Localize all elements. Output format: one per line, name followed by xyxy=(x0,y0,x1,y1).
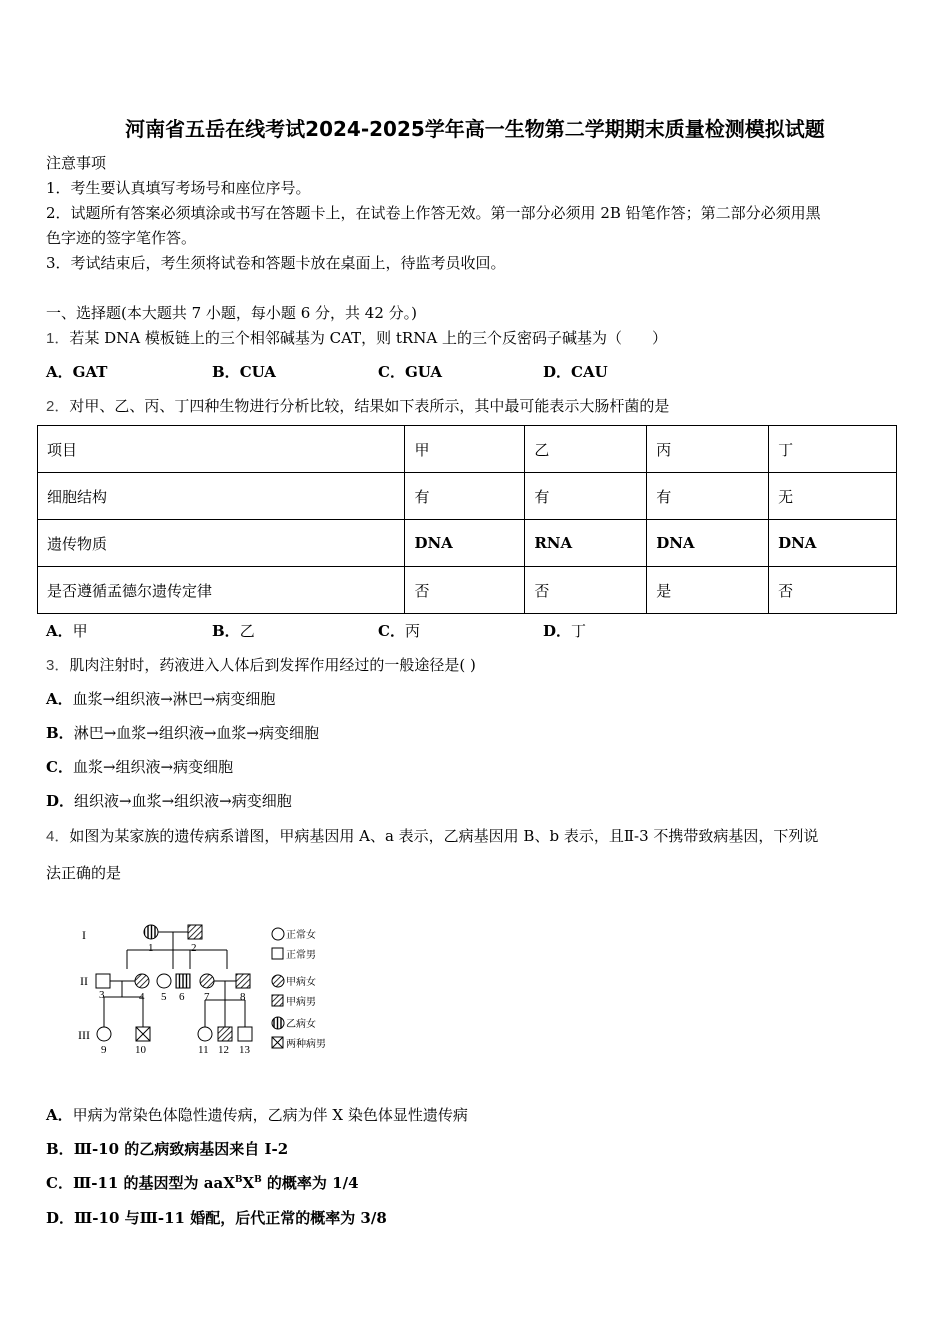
legend-normal-male-symbol xyxy=(272,948,283,959)
table-row xyxy=(38,567,897,614)
table-cell: DNA xyxy=(769,520,897,567)
option-label: A． xyxy=(46,1106,73,1124)
option-label: D． xyxy=(543,363,572,381)
q2-option-b[interactable] xyxy=(212,620,255,641)
question-number: 4． xyxy=(46,828,70,845)
individual-iii-13 xyxy=(238,1027,252,1041)
notice-item-3: 3．考试结束后，考生须将试卷和答题卡放在桌面上，待监考员收回。 xyxy=(46,254,506,272)
option-text: 丁 xyxy=(571,622,587,640)
q4-option-a[interactable] xyxy=(46,1104,468,1125)
notice-item-2-line-2: 色字迹的签字笔作答。 xyxy=(46,229,197,247)
q4-option-c[interactable] xyxy=(46,1172,359,1193)
notice-heading: 注意事项 xyxy=(46,154,107,172)
option-text: GUA xyxy=(404,363,443,381)
question-2 xyxy=(46,395,669,416)
q2-option-a[interactable] xyxy=(46,620,88,641)
individual-number: 7 xyxy=(204,991,210,1003)
option-text: 甲病为常染色体隐性遗传病，乙病为伴 X 染色体显性遗传病 xyxy=(72,1106,468,1124)
legend-disease-a-male-symbol xyxy=(272,995,283,1006)
option-text: Ⅲ-10 与Ⅲ-11 婚配，后代正常的概率为 3/8 xyxy=(74,1209,387,1227)
table-header-row xyxy=(38,426,897,473)
comparison-table xyxy=(37,425,897,614)
option-text: CUA xyxy=(239,363,276,381)
individual-ii-4 xyxy=(135,974,149,988)
option-label: C． xyxy=(46,758,73,776)
question-number: 1． xyxy=(46,330,70,347)
option-text: 丙 xyxy=(404,622,420,640)
question-text: 肌肉注射时，药液进入人体后到发挥作用经过的一般途径是( ) xyxy=(69,656,476,674)
table-cell: 丙 xyxy=(647,426,769,473)
question-text: 若某 DNA 模板链上的三个相邻碱基为 CAT，则 tRNA 上的三个反密码子碱基为（ ） xyxy=(69,329,667,347)
table-cell: 否 xyxy=(525,567,647,614)
notice-item-1: 1．考生要认真填写考场号和座位序号。 xyxy=(46,179,311,197)
q2-option-c[interactable] xyxy=(378,620,420,641)
superscript: B xyxy=(234,1175,243,1185)
option-label: D． xyxy=(46,792,75,810)
q1-option-c[interactable] xyxy=(378,361,442,382)
option-label: C． xyxy=(46,1174,73,1192)
individual-number: 9 xyxy=(101,1044,107,1056)
table-cell: 无 xyxy=(769,473,897,520)
generation-label-ii: II xyxy=(80,974,88,988)
legend-normal-female-symbol xyxy=(272,928,284,940)
option-label: C． xyxy=(378,622,405,640)
individual-ii-3 xyxy=(96,974,110,988)
option-label: B． xyxy=(212,363,240,381)
option-text: 组织液→血浆→组织液→病变细胞 xyxy=(74,792,292,810)
question-number: 2． xyxy=(46,398,70,415)
q3-option-c[interactable] xyxy=(46,756,233,777)
table-row xyxy=(38,473,897,520)
option-text xyxy=(73,1174,359,1192)
individual-iii-11 xyxy=(198,1027,212,1041)
question-3 xyxy=(46,654,476,675)
legend-label: 两种病男 xyxy=(286,1039,326,1050)
q4-option-d[interactable] xyxy=(46,1207,387,1228)
question-text: 如图为某家族的遗传病系谱图，甲病基因用 A、a 表示，乙病基因用 B、b 表示，且Ⅱ-3 不携带致病基因，下列说 xyxy=(69,827,819,845)
table-cell: 有 xyxy=(405,473,525,520)
legend-label: 甲病女 xyxy=(286,977,316,988)
individual-number: 4 xyxy=(139,991,145,1003)
table-cell: 项目 xyxy=(38,426,405,473)
option-text: 血浆→组织液→病变细胞 xyxy=(72,758,234,776)
table-cell: 有 xyxy=(647,473,769,520)
option-label: B． xyxy=(46,724,74,742)
table-cell: 否 xyxy=(405,567,525,614)
individual-number: 5 xyxy=(161,991,167,1003)
q1-option-a[interactable] xyxy=(46,361,107,382)
option-label: A． xyxy=(46,363,73,381)
individual-ii-5 xyxy=(157,974,171,988)
individual-number: 1 xyxy=(148,942,154,954)
option-label: B． xyxy=(212,622,240,640)
legend-both-diseases-male-symbol xyxy=(272,1037,283,1048)
pedigree-chart xyxy=(70,915,360,1065)
option-text: 乙 xyxy=(239,622,255,640)
table-cell: 遗传物质 xyxy=(38,520,405,567)
q3-option-d[interactable] xyxy=(46,790,292,811)
individual-ii-8 xyxy=(236,974,250,988)
option-text-pre: Ⅲ-11 的基因型为 aaX xyxy=(72,1174,235,1192)
option-label: C． xyxy=(378,363,405,381)
table-cell: 否 xyxy=(769,567,897,614)
table-row xyxy=(38,520,897,567)
generation-label-i: I xyxy=(82,928,86,942)
legend-label: 正常男 xyxy=(286,950,316,961)
q3-option-a[interactable] xyxy=(46,688,275,709)
individual-iii-10 xyxy=(136,1027,150,1041)
table-cell: DNA xyxy=(405,520,525,567)
option-text-post: 的概率为 1/4 xyxy=(261,1174,359,1192)
option-text-mid: X xyxy=(242,1174,255,1192)
individual-i-2 xyxy=(188,925,202,939)
option-text: Ⅲ-10 的乙病致病基因来自 I-2 xyxy=(73,1140,289,1158)
legend-label: 正常女 xyxy=(286,930,316,941)
individual-number: 12 xyxy=(218,1044,229,1056)
generation-label-iii: III xyxy=(78,1028,90,1042)
individual-number: 11 xyxy=(198,1044,209,1056)
q2-option-d[interactable] xyxy=(543,620,586,641)
q4-option-b[interactable] xyxy=(46,1138,288,1159)
individual-number: 13 xyxy=(239,1044,250,1056)
table-cell: 细胞结构 xyxy=(38,473,405,520)
q1-option-b[interactable] xyxy=(212,361,276,382)
q1-option-d[interactable] xyxy=(543,361,608,382)
q3-option-b[interactable] xyxy=(46,722,319,743)
individual-iii-12 xyxy=(218,1027,232,1041)
individual-i-1 xyxy=(144,925,158,939)
legend-disease-b-female-symbol xyxy=(272,1017,284,1029)
question-1 xyxy=(46,327,667,348)
option-text: GAT xyxy=(72,363,108,381)
section-heading: 一、选择题(本大题共 7 小题，每小题 6 分，共 42 分。) xyxy=(46,304,417,322)
option-label: A． xyxy=(46,690,73,708)
legend-label: 乙病女 xyxy=(286,1019,316,1030)
option-text: 淋巴→血浆→组织液→血浆→病变细胞 xyxy=(73,724,319,742)
question-4 xyxy=(46,825,818,846)
notice-item-2-line-1: 2．试题所有答案必须填涂或书写在答题卡上，在试卷上作答无效。第一部分必须用 2B 铅笔作答；第二部分必须用黑 xyxy=(46,204,821,222)
option-text: 甲 xyxy=(72,622,88,640)
option-text: 血浆→组织液→淋巴→病变细胞 xyxy=(72,690,276,708)
individual-number: 6 xyxy=(179,991,185,1003)
superscript: B xyxy=(254,1175,262,1185)
table-cell: RNA xyxy=(525,520,647,567)
table-cell: DNA xyxy=(647,520,769,567)
table-cell: 丁 xyxy=(769,426,897,473)
table-cell: 乙 xyxy=(525,426,647,473)
question-number: 3． xyxy=(46,657,70,674)
question-text: 对甲、乙、丙、丁四种生物进行分析比较，结果如下表所示，其中最可能表示大肠杆菌的是 xyxy=(69,397,670,415)
individual-number: 3 xyxy=(99,989,105,1001)
table-cell: 有 xyxy=(525,473,647,520)
option-label: B． xyxy=(46,1140,74,1158)
option-label: A． xyxy=(46,622,73,640)
individual-ii-6 xyxy=(176,974,190,988)
page-title: 河南省五岳在线考试2024-2025学年高一生物第二学期期末质量检测模拟试题 xyxy=(125,117,825,141)
table-cell: 是 xyxy=(647,567,769,614)
legend-label: 甲病男 xyxy=(286,997,316,1008)
table-cell: 甲 xyxy=(405,426,525,473)
individual-number: 8 xyxy=(240,991,246,1003)
individual-number: 10 xyxy=(135,1044,146,1056)
option-label: D． xyxy=(543,622,572,640)
question-4-line-2: 法正确的是 xyxy=(46,864,122,882)
table-cell: 是否遵循孟德尔遗传定律 xyxy=(38,567,405,614)
individual-ii-7 xyxy=(200,974,214,988)
legend-disease-a-female-symbol xyxy=(272,975,284,987)
individual-number: 2 xyxy=(191,942,197,954)
option-text: CAU xyxy=(571,363,608,381)
option-label: D． xyxy=(46,1209,75,1227)
individual-iii-9 xyxy=(97,1027,111,1041)
